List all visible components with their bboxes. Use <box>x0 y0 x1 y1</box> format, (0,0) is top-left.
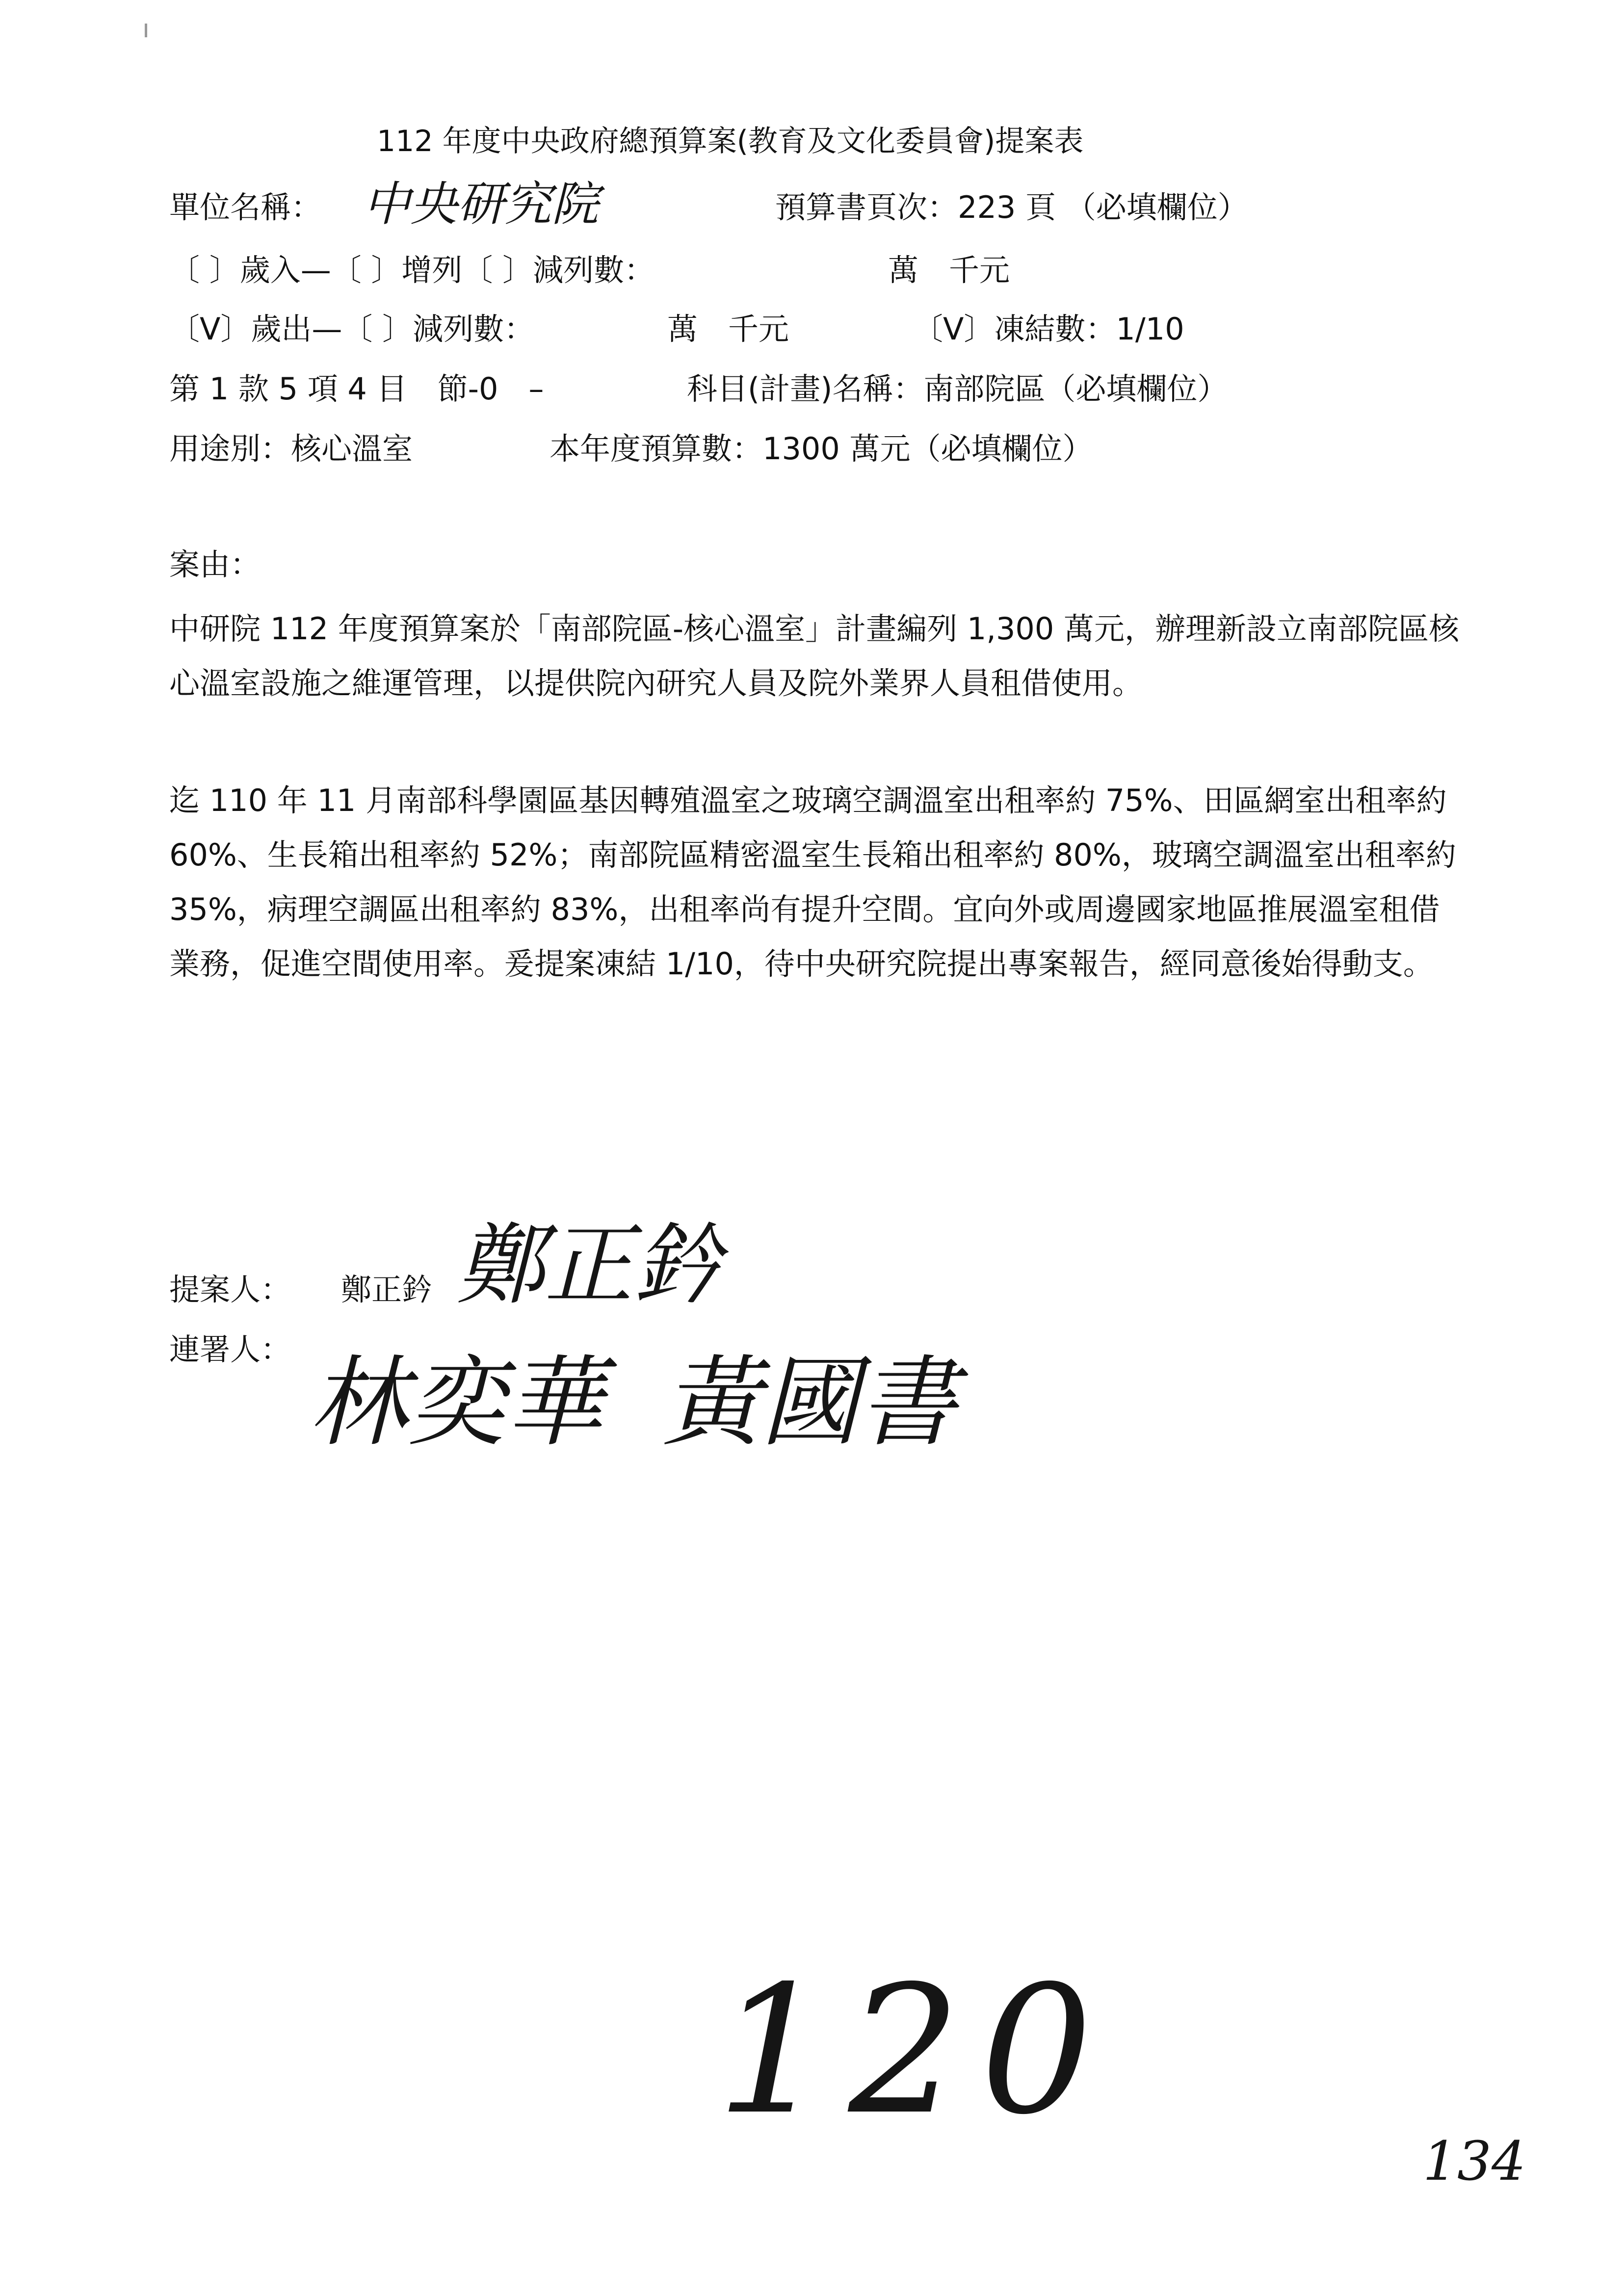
unit-label: 單位名稱： <box>169 189 322 225</box>
proposer-label: 提案人： <box>169 1272 291 1307</box>
cosigner-signature-2: 黃國書 <box>662 1346 957 1460</box>
cosigner-label: 連署人： <box>169 1331 291 1367</box>
subject-name: 科目(計畫)名稱：南部院區（必填欄位） <box>687 371 1228 407</box>
annual-budget: 本年度預算數：1300 萬元（必填欄位） <box>550 431 1093 467</box>
case-heading: 案由： <box>169 547 261 582</box>
proposer-name: 鄭正鈐 <box>341 1272 433 1307</box>
handwritten-number: 120 <box>716 1948 1113 2153</box>
page-number: 134 <box>1423 2130 1526 2192</box>
scan-mark <box>145 24 147 37</box>
freeze-amount: 〔V〕凍結數：1/10 <box>913 311 1184 347</box>
budget-page-reference: 預算書頁次：223 頁 （必填欄位） <box>775 189 1248 225</box>
proposer-signature: 鄭正鈐 <box>456 1214 722 1317</box>
cosigner-signature-1: 林奕華 <box>309 1346 604 1460</box>
form-title: 112 年度中央政府總預算案(教育及文化委員會)提案表 <box>377 124 1084 158</box>
expenditure-line: 〔V〕歲出—〔 〕減列數： <box>169 311 535 347</box>
usage-type: 用途別：核心溫室 <box>169 431 413 467</box>
case-paragraph-2: 迄 110 年 11 月南部科學園區基因轉殖溫室之玻璃空調溫室出租率約 75%、田區網室出租率約 60%、生長箱出租率約 52%；南部院區精密溫室生長箱出租率約 80%，玻璃空調溫室出租率約 35%，病理空調區出租率約 83%，出租率尚有提升空間。宜向外或周邊國家地區推展溫室租借業務，促進空間使用率。爰提案凍結 1/10，待中央研究院提出專案報告，經同意後始得動支。 <box>169 783 1456 982</box>
unit-name-handwritten: 中央研究院 <box>363 177 599 232</box>
case-paragraph-1: 中研院 112 年度預算案於「南部院區-核心溫室」計畫編列 1,300 萬元，辦理新設立南部院區核心溫室設施之維運管理，以提供院內研究人員及院外業界人員租借使用。 <box>169 611 1460 701</box>
expenditure-amount: 萬 千元 <box>667 311 789 347</box>
section-line: 第 1 款 5 項 4 目 節-0 – <box>169 371 544 407</box>
revenue-line: 〔 〕歲入—〔 〕增列〔 〕減列數： <box>169 252 655 288</box>
revenue-amount: 萬 千元 <box>888 252 1010 288</box>
